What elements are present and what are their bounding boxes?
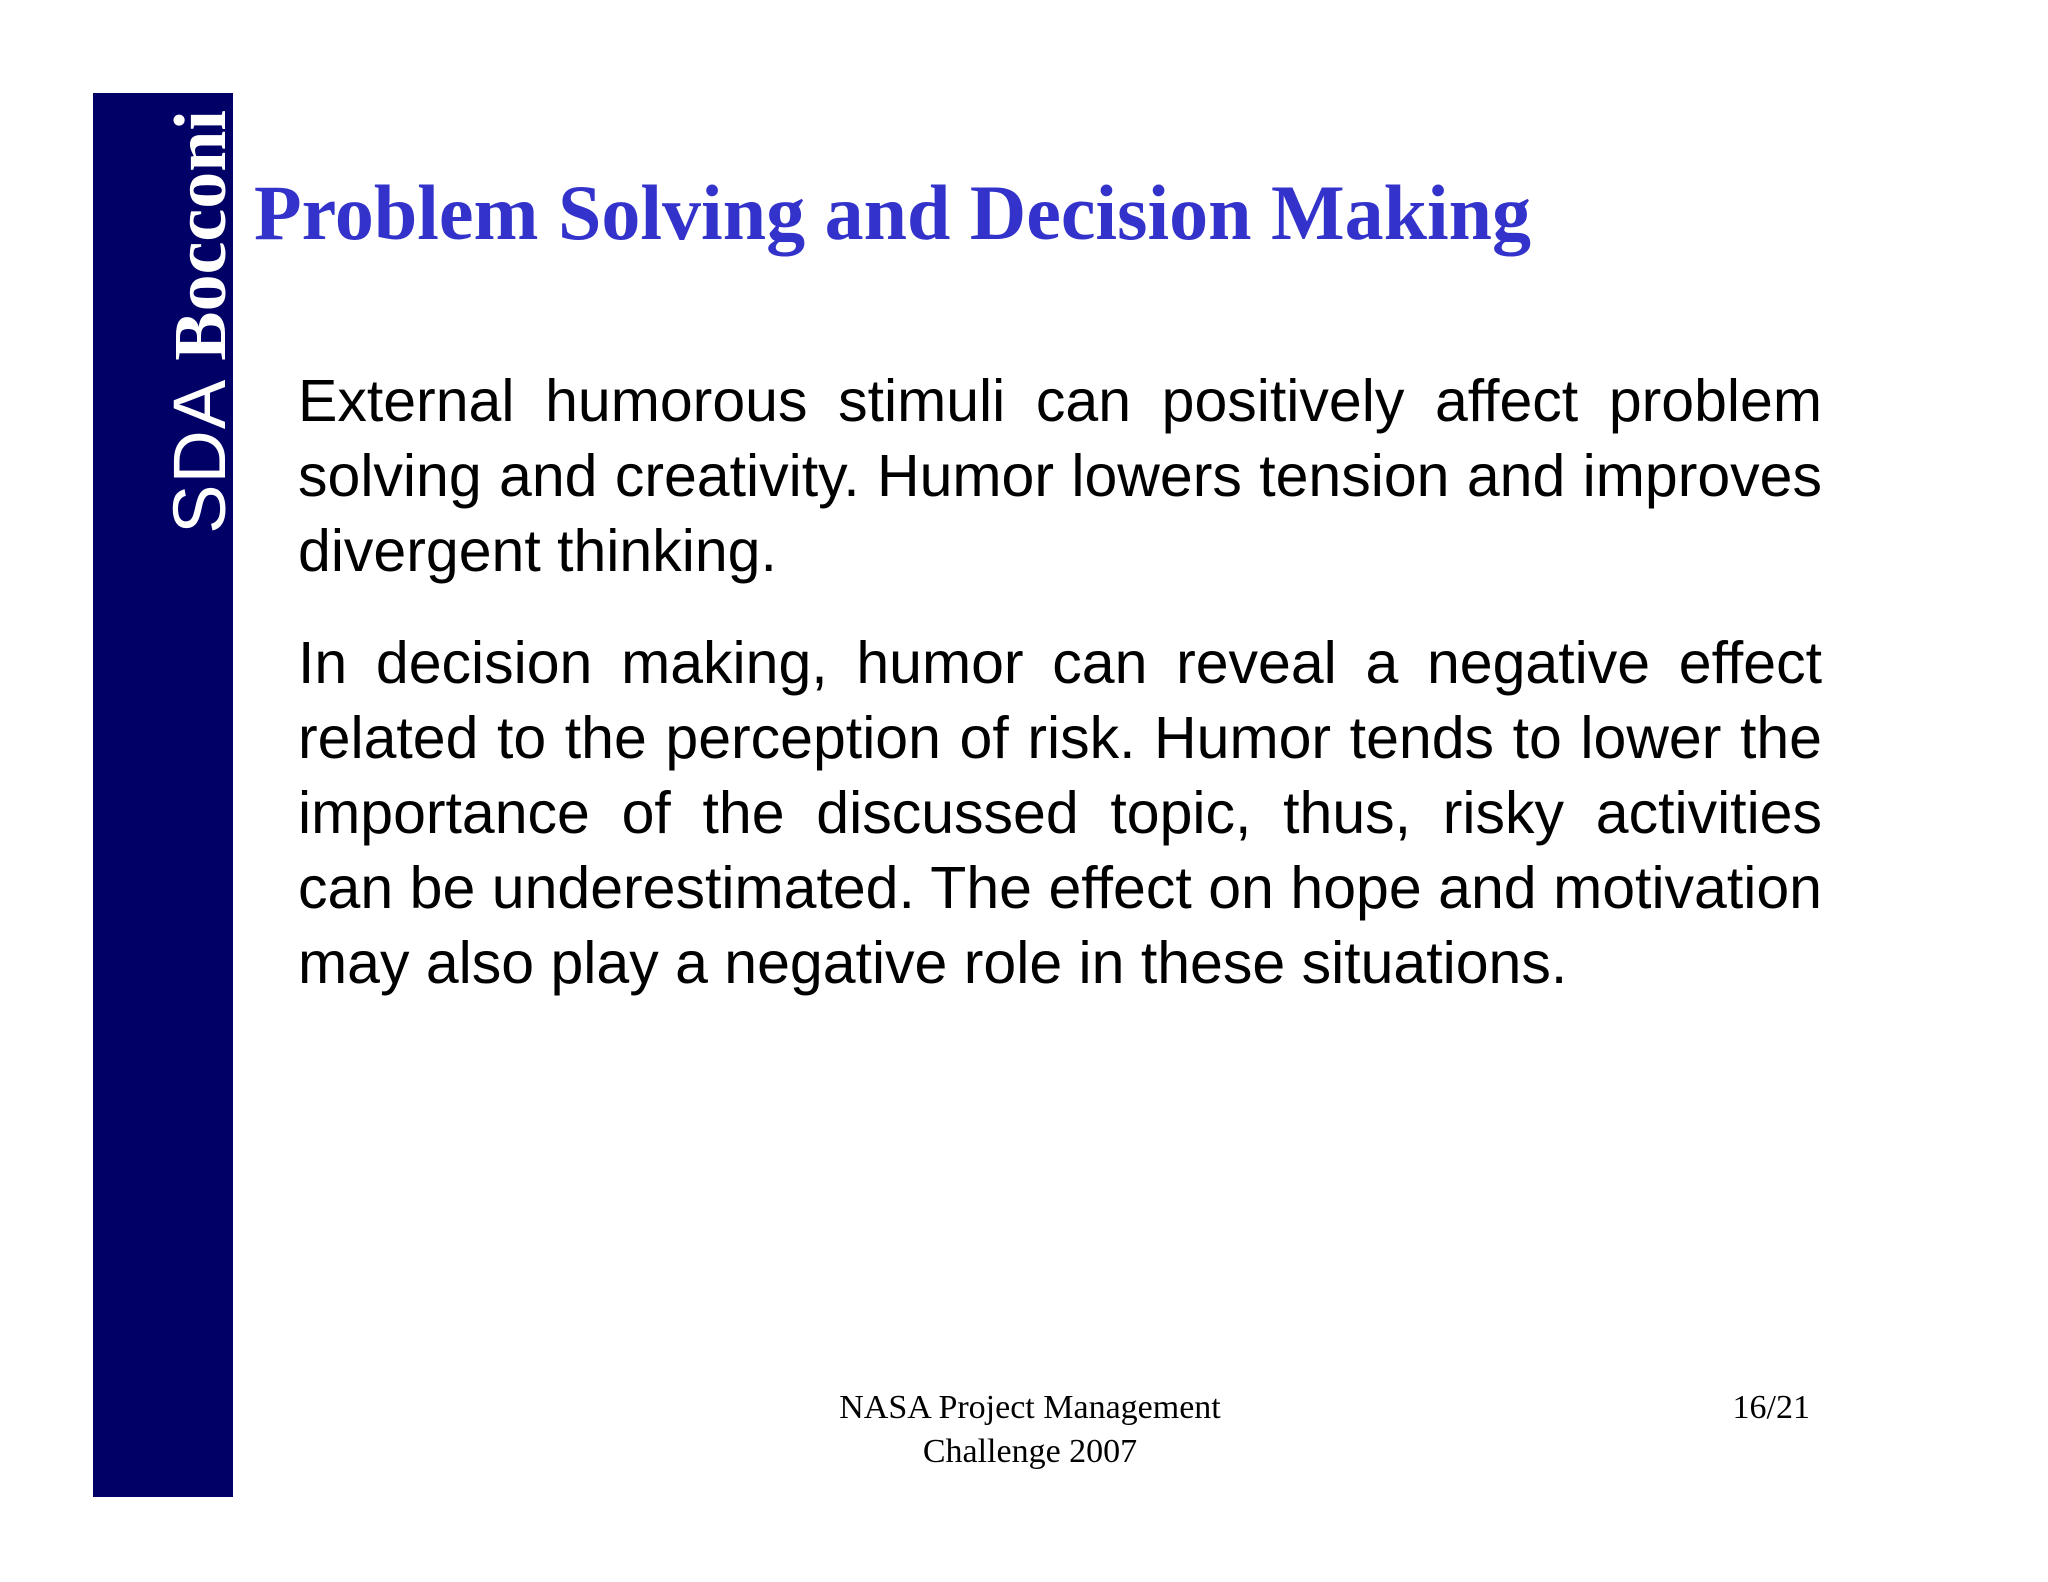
footer-line-2: Challenge 2007 <box>922 1433 1138 1470</box>
slide-body <box>298 364 1822 1038</box>
paragraph-problem-solving: External humorous stimuli can positively affect problem solving and creativity. Humor lowers tension and improves divergent thinking. <box>298 368 1822 584</box>
brand-logo <box>158 110 242 534</box>
slide-title: Problem Solving and Decision Making <box>254 169 1532 256</box>
footer-caption <box>730 1386 1330 1474</box>
footer-line-1: NASA Project Management <box>839 1389 1221 1426</box>
paragraph-decision-making: In decision making, humor can reveal a negative effect related to the perception of risk. Humor tends to lower the importance of the discussed topic, thus, risky activities can be underestimated. The effect on hope and motivation may also play a negative role in these situations. <box>298 630 1822 996</box>
brand-text-sda: SDA <box>158 378 241 534</box>
page-number: 16/21 <box>1732 1389 1810 1426</box>
brand-text-bocconi: Bocconi <box>160 110 242 361</box>
